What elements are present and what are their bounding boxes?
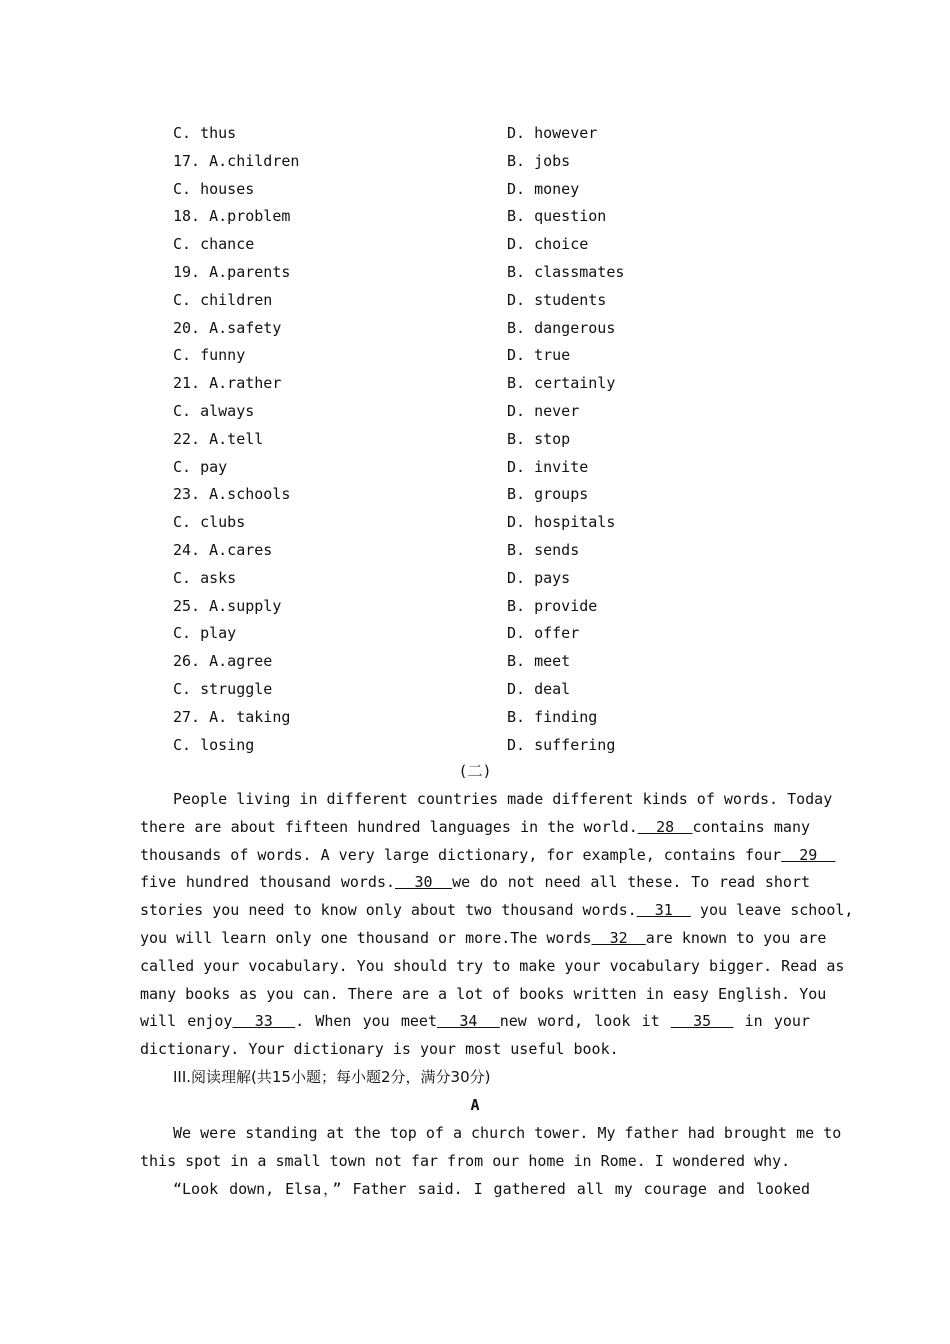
- passage-line: [140, 956, 845, 975]
- passage-line: [173, 790, 833, 808]
- passage-text: thousands of words. A very large dictionary, for example, contains four: [140, 845, 782, 864]
- option-left: 21. A.rather: [173, 374, 282, 393]
- option-left: 19. A.parents: [173, 263, 291, 281]
- passage-line: [140, 845, 836, 864]
- passage-text: are known to you are: [645, 929, 827, 947]
- option-left: 20. A.safety: [173, 318, 282, 337]
- blank-number: 31: [636, 901, 691, 920]
- option-left: C. funny: [173, 346, 246, 365]
- option-right: B. sends: [507, 541, 580, 559]
- option-right: D. students: [507, 290, 607, 309]
- blank-number: 33: [232, 1012, 296, 1031]
- option-left: 25. A.supply: [173, 596, 282, 615]
- passage-line: [140, 1012, 810, 1030]
- passage-text: you leave school,: [690, 901, 854, 920]
- option-right: D. offer: [507, 624, 580, 643]
- passage-title: A: [470, 1096, 480, 1114]
- section-heading-2: (二): [458, 762, 492, 780]
- option-right: B. certainly: [507, 374, 616, 393]
- blank-number: 35: [670, 1012, 734, 1031]
- blank-number: 29: [781, 845, 836, 864]
- passage-text: . When you meet: [295, 1012, 437, 1031]
- option-left: 18. A.problem: [173, 207, 291, 226]
- passage-line: [140, 1040, 810, 1058]
- option-right: B. dangerous: [507, 318, 616, 337]
- option-left: C. pay: [173, 457, 228, 476]
- passage-text: stories you need to know only about two thousand words.: [140, 901, 637, 920]
- passage-text: we do not need all these. To read short: [452, 873, 811, 892]
- option-right: D. invite: [507, 457, 589, 476]
- option-left: 23. A.schools: [173, 485, 291, 504]
- option-right: B. classmates: [507, 263, 625, 281]
- option-right: D. choice: [507, 235, 589, 254]
- passage-text: five hundred thousand words.: [140, 873, 396, 892]
- reading-line-2: this spot in a small town not far from our home in Rome. I wondered why.: [140, 1152, 791, 1170]
- option-right: B. groups: [507, 485, 589, 504]
- passage-text: many books as you can. There are a lot of books written in easy English. You: [140, 984, 827, 1003]
- option-left: 27. A. taking: [173, 707, 291, 726]
- section-heading-reading: III.阅读理解(共15小题；每小题2分，满分30分): [173, 1068, 491, 1086]
- option-left: C. children: [173, 290, 273, 309]
- blank-number: 30: [395, 873, 453, 892]
- option-right: B. finding: [507, 707, 598, 726]
- passage-line: [140, 984, 827, 1003]
- option-right: D. hospitals: [507, 513, 616, 532]
- option-left: C. clubs: [173, 513, 246, 532]
- blank-number: 32: [591, 929, 646, 947]
- option-right: D. never: [507, 402, 580, 420]
- passage-text: called your vocabulary. You should try to make your vocabulary bigger. Read as: [140, 956, 845, 975]
- passage-line: [140, 873, 810, 891]
- passage-text: dictionary. Your dictionary is your most useful book.: [140, 1040, 619, 1059]
- option-right: D. money: [507, 179, 580, 198]
- option-left: C. thus: [173, 124, 237, 142]
- passage-text: in your: [733, 1012, 810, 1031]
- option-right: D. deal: [507, 680, 571, 698]
- passage-text: will enjoy: [140, 1012, 233, 1031]
- option-right: D. however: [507, 124, 598, 142]
- option-right: D. true: [507, 346, 571, 365]
- passage-line: [140, 929, 827, 947]
- option-right: D. pays: [507, 568, 571, 587]
- passage-text: contains many: [692, 817, 810, 836]
- blank-number: 28: [637, 817, 693, 836]
- option-right: D. suffering: [507, 735, 616, 754]
- option-left: C. chance: [173, 235, 255, 254]
- option-right: B. meet: [507, 652, 571, 671]
- option-left: 17. A.children: [173, 151, 300, 170]
- option-left: 26. A.agree: [173, 652, 273, 671]
- option-right: B. jobs: [507, 151, 571, 170]
- passage-text: you will learn only one thousand or more.The words: [140, 929, 592, 947]
- option-left: C. houses: [173, 179, 255, 198]
- option-right: B. question: [507, 207, 607, 226]
- passage-text: new word, look it: [499, 1012, 671, 1031]
- reading-line-3: “Look down, Elsa，” Father said. I gathered all my courage and looked: [173, 1180, 810, 1198]
- option-left: C. play: [173, 624, 237, 643]
- option-left: C. asks: [173, 568, 237, 587]
- passage-line: [140, 901, 854, 920]
- option-left: C. always: [173, 402, 255, 420]
- reading-line-1: We were standing at the top of a church tower. My father had brought me to: [173, 1124, 842, 1142]
- passage-text: People living in different countries made different kinds of words. Today: [173, 790, 833, 808]
- option-right: B. provide: [507, 596, 598, 615]
- blank-number: 34: [437, 1012, 500, 1031]
- passage-line: [140, 818, 810, 836]
- option-left: 22. A.tell: [173, 429, 264, 448]
- option-left: 24. A.cares: [173, 541, 273, 559]
- option-left: C. losing: [173, 735, 255, 754]
- option-left: C. struggle: [173, 680, 273, 698]
- passage-text: there are about fifteen hundred languages in the world.: [140, 817, 638, 836]
- option-right: B. stop: [507, 429, 571, 448]
